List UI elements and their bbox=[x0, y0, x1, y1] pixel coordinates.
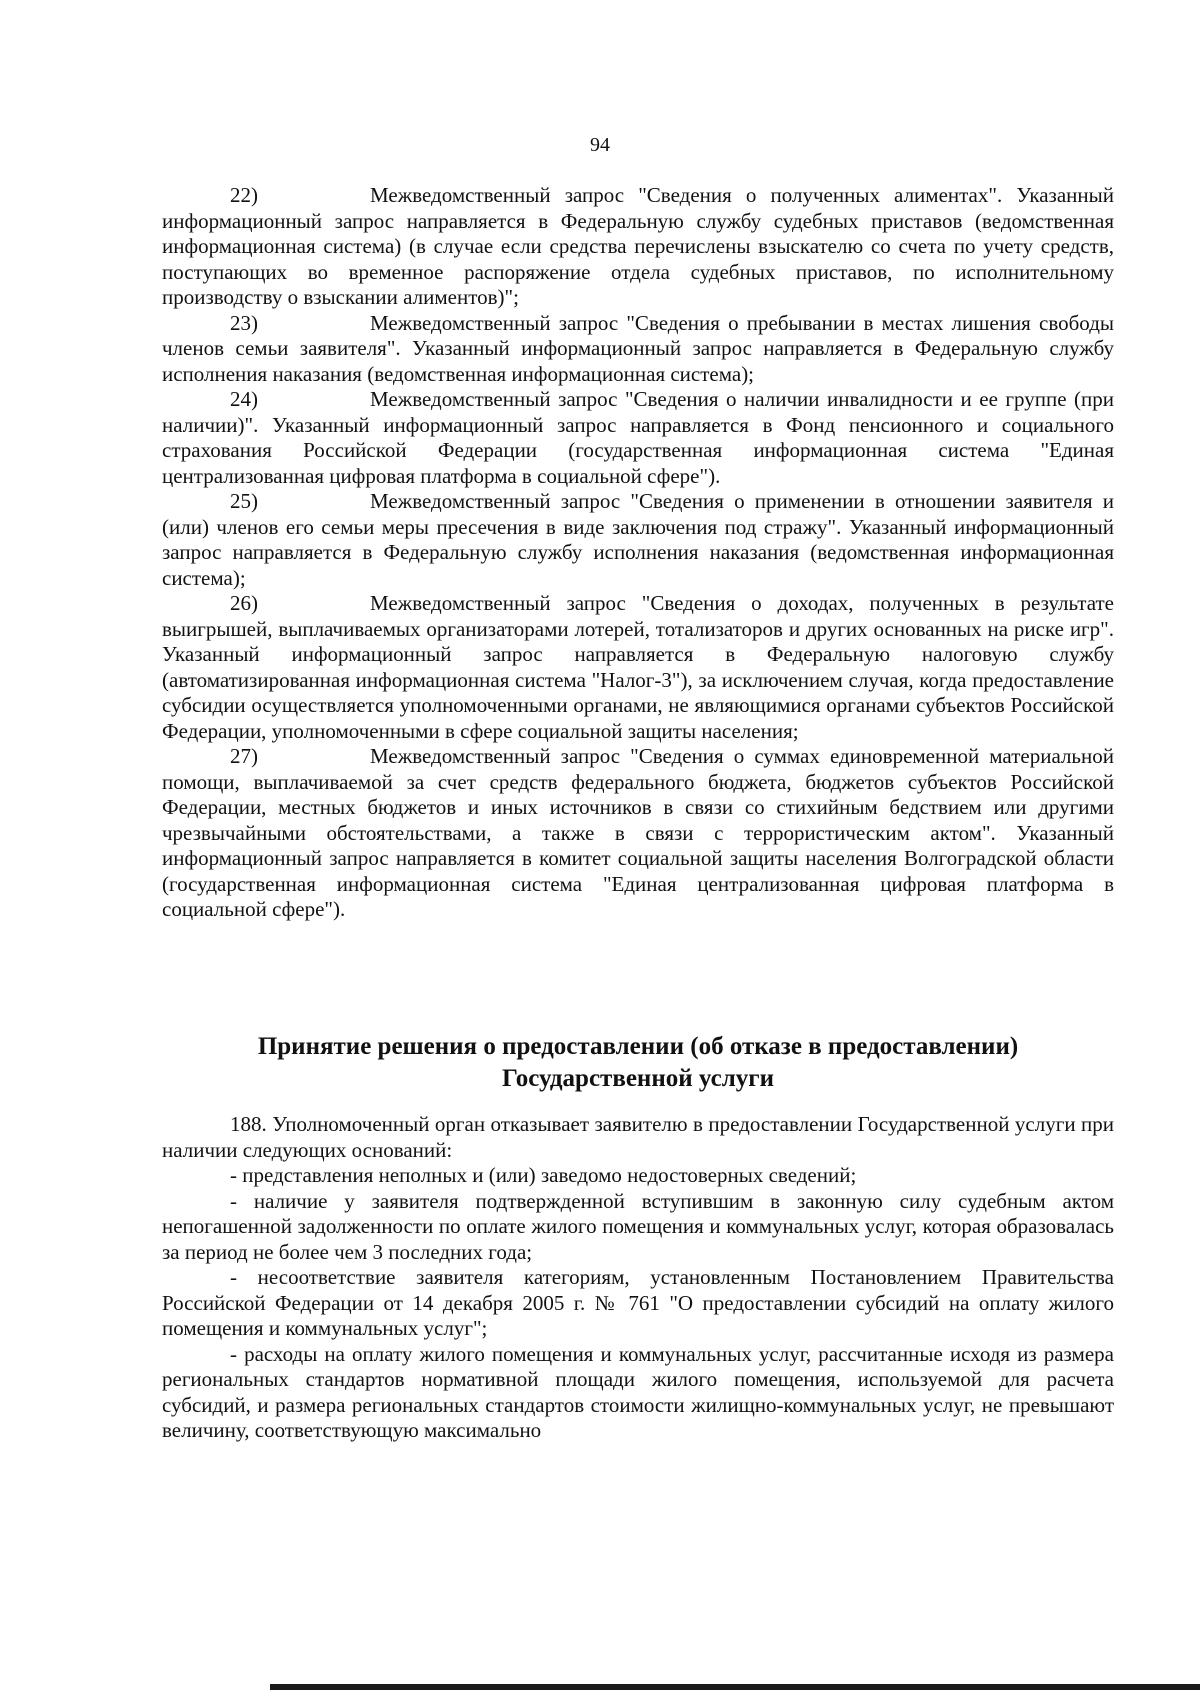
bottom-scan-edge bbox=[270, 1684, 1200, 1690]
heading-line-2: Государственной услуги bbox=[502, 1065, 774, 1092]
ground-expenses: - расходы на оплату жилого помещения и коммунальных услуг, рассчитанные исходя из размера региональных стандартов нормативной площади жилого помещения, используемой для расчета субсидий, и размера региональных стандартов стоимости жилищно-коммунальных услуг, не превышают величину, соответствующую максимально bbox=[162, 1341, 1114, 1442]
item-text: Межведомственный запрос "Сведения о суммах единовременной материальной помощи, выплачиваемой за счет средств федерального бюджета, бюджетов субъектов Российской Федерации, местных бюджетов и иных источников в связи со стихийным бедствием или другими чрезвычайными обстоятельствами, а также в связи с террористическим актом". Указанный информационный запрос направляется в комитет социальной защиты населения Волгоградской области (государственная информационная система "Единая централизованная цифровая платформа в социальной сфере"). bbox=[162, 744, 1114, 921]
section-heading bbox=[162, 1031, 1114, 1095]
item-number: 24) bbox=[230, 387, 258, 411]
ground-debt: - наличие у заявителя подтвержденной вступившим в законную силу судебным актом непогашенной задолженности по оплате жилого помещения и коммунальных услуг, которая образовалась за период не более чем 3 последних года; bbox=[162, 1188, 1114, 1264]
item-number: 25) bbox=[230, 489, 258, 513]
item-number: 27) bbox=[230, 744, 258, 768]
list-item-23 bbox=[162, 311, 1114, 388]
request-list bbox=[162, 183, 1114, 923]
item-number: 23) bbox=[230, 310, 258, 335]
item-text: Межведомственный запрос "Сведения о пребывании в местах лишения свободы членов семьи заявителя". Указанный информационный запрос направляется в Федеральную службу исполнения наказания (ведомственная информационная система); bbox=[162, 310, 1114, 386]
item-number: 22) bbox=[230, 183, 258, 207]
item-text: Межведомственный запрос "Сведения о применении в отношении заявителя и (или) членов его семьи меры пресечения в виде заключения под стражу". Указанный информационный запрос направляется в Федеральную службу исполнения наказания (ведомственная информационная система); bbox=[162, 489, 1114, 590]
page-number: 94 bbox=[590, 134, 610, 156]
item-text: Межведомственный запрос "Сведения о наличии инвалидности и ее группе (при наличии)". Указанный информационный запрос направляется в Фонд пенсионного и социального страхования Российской Федерации (государственная информационная система "Единая централизованная цифровая платформа в социальной сфере"). bbox=[162, 387, 1114, 488]
paragraph-188: 188. Уполномоченный орган отказывает заявителю в предоставлении Государственной услуги при наличии следующих оснований: bbox=[162, 1112, 1114, 1162]
section-body bbox=[162, 1112, 1114, 1444]
item-text: Межведомственный запрос "Сведения о полученных алиментах". Указанный информационный запрос направляется в Федеральную службу судебных приставов (ведомственная информационная система) (в случае если средства перечислены взыскателю со счета по учету средств, поступающих во временное распоряжение отдела судебных приставов, по исполнительному производству о взыскании алиментов)"; bbox=[162, 183, 1114, 309]
item-number: 26) bbox=[230, 591, 258, 615]
list-item-27 bbox=[162, 744, 1114, 923]
ground-incomplete-info: - представления неполных и (или) заведомо недостоверных сведений; bbox=[230, 1163, 857, 1187]
ground-category-mismatch: - несоответствие заявителя категориям, установленным Постановлением Правительства Российской Федерации от 14 декабря 2005 г. № 761 "О предоставлении субсидий на оплату жилого помещения и коммунальных услуг"; bbox=[162, 1265, 1114, 1340]
item-text: Межведомственный запрос "Сведения о доходах, полученных в результате выигрышей, выплачиваемых организаторами лотерей, тотализаторов и других основанных на риске игр". Указанный информационный запрос направляется в Федеральную налоговую службу (автоматизированная информационная система "Налог-3"), за исключением случая, когда предоставление субсидии осуществляется уполномоченными органами, не являющимися органами субъектов Российской Федерации, уполномоченными в сфере социальной защиты населения; bbox=[162, 591, 1114, 743]
list-item-25 bbox=[162, 489, 1114, 591]
list-item-26 bbox=[162, 591, 1114, 744]
heading-line-1: Принятие решения о предоставлении (об отказе в предоставлении) bbox=[257, 1033, 1019, 1060]
list-item-22 bbox=[162, 183, 1114, 311]
list-item-24 bbox=[162, 387, 1114, 489]
